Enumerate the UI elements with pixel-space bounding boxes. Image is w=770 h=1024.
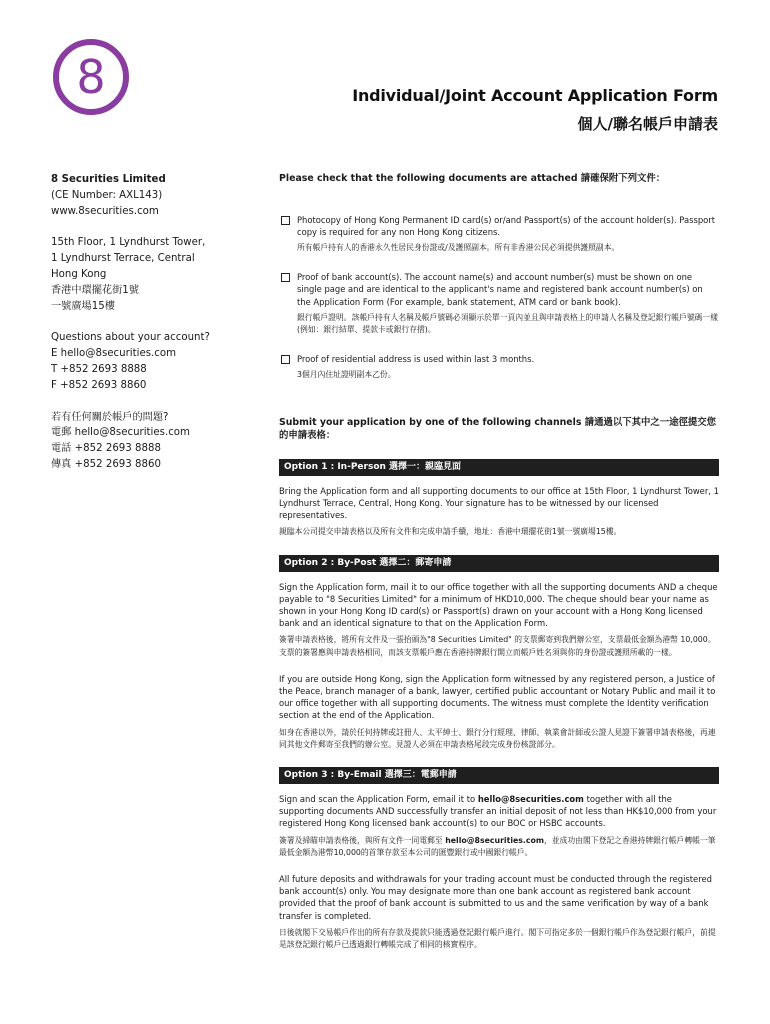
checklist-item bbox=[279, 214, 719, 255]
documents-checklist bbox=[279, 214, 719, 382]
option1-text-en: Bring the Application form and all supporting documents to our office at 15th Floor, 1 Lyndhurst Tower, 1 Lyndhurst Terrace, Central, Hong Kong. Your signature has to be witnessed by our licensed representatives. bbox=[279, 485, 719, 521]
option3-text-en bbox=[279, 793, 719, 830]
contact-phone-zh: 電話 +852 2693 8888 bbox=[51, 443, 161, 455]
contact-zh bbox=[51, 410, 261, 473]
option2-text-en: Sign the Application form, mail it to our office together with all the supporting documents AND a cheque payable to "8 Securities Limited" for a minimum of HKD10,000. The cheque should bear your name as shown in your Hong Kong ID card(s) or Passport(s) drawn on your account with a Hong Kong licensed bank and an identical signature to that on the Application Form. bbox=[279, 581, 718, 629]
checkbox[interactable] bbox=[281, 216, 290, 225]
logo-8-icon bbox=[52, 38, 130, 116]
item-text-zh: 所有帳戶持有人的香港永久性居民身份證或/及護照副本。所有非香港公民必須提供護照副本。 bbox=[297, 243, 620, 252]
contact-heading-zh: 若有任何關於帳戶的問題? bbox=[51, 411, 169, 423]
option3-email-link[interactable]: hello@8securities.com bbox=[477, 794, 584, 805]
option2-text-zh: 簽署申請表格後，將所有文件及一張抬頭為"8 Securities Limited" 的支票郵寄到我們辦公室，支票最低金額為港幣 10,000。支票的簽署應與申請表格相同，而該支票帳戶應在香港持牌銀行開立而帳戶姓名須與你的身份證或護照所載的一樣。 bbox=[279, 635, 716, 657]
option3-email-link-zh[interactable]: hello@8securities.com bbox=[445, 835, 544, 845]
address-line: 15th Floor, 1 Lyndhurst Tower, bbox=[51, 237, 206, 249]
form-title bbox=[352, 86, 718, 134]
item-text-en: Proof of residential address is used within last 3 months. bbox=[297, 354, 535, 365]
option1-body bbox=[279, 485, 719, 539]
checklist-item bbox=[279, 353, 719, 381]
submit-heading: Submit your application by one of the following channels 請通過以下其中之一途徑提交您的申請表格： bbox=[279, 416, 716, 442]
option2-overseas-en: If you are outside Hong Kong, sign the Application form witnessed by any registered person, a Justice of the Peace, branch manager of a bank, lawyer, certified public accountant or Notary Public and mail it to our office together with all supporting documents. The witness must complete the Identity verification section at the end of the Application. bbox=[279, 673, 716, 721]
form-instructions bbox=[279, 172, 719, 956]
title-en: Individual/Joint Account Application Form bbox=[352, 86, 718, 105]
logo-glyph: 8 bbox=[76, 50, 106, 104]
company-info bbox=[51, 172, 261, 489]
contact-fax: F +852 2693 8860 bbox=[51, 379, 147, 391]
contact-heading: Questions about your account? bbox=[51, 332, 210, 344]
deposits-note-zh: 日後就閣下交易帳戶作出的所有存款及提款只能透過登記銀行帳戶進行。閣下可指定多於一個銀行帳戶作為登記銀行帳戶，前提是該登記銀行帳戶已透過銀行轉帳完成了相同的核實程序。 bbox=[279, 927, 716, 950]
option1-bar: Option 1 : In-Person 選擇一：親臨見面 bbox=[279, 459, 719, 476]
option3-zh-pre: 簽署及掃瞄申請表格後，與所有文件一同電郵至 bbox=[279, 835, 446, 845]
address-line: Hong Kong bbox=[51, 268, 107, 280]
option3-text-post: together with all the supporting documents AND successfully transfer an initial deposit of not less than HK$10,000 from your registered Hong Kong licensed bank account(s) to our BOC or HSBC accounts. bbox=[279, 794, 717, 829]
ce-number: (CE Number: AXL143) bbox=[51, 189, 163, 201]
item-text-en: Proof of bank account(s). The account name(s) and account number(s) must be shown on one single page and are identical to the applicant's name and registered bank account number(s) on the Application Form (For example, bank statement, ATM card or bank book). bbox=[297, 272, 703, 307]
option2-body bbox=[279, 581, 719, 751]
checkbox[interactable] bbox=[281, 273, 290, 282]
address-line: 香港中環擺花街1號 bbox=[51, 284, 139, 296]
option3-zh-post: ，並成功由閣下登記之香港持牌銀行帳戶轉帳一筆最低金額為港幣10,000的首筆存款至本公司的匯豐銀行或中國銀行帳戶。 bbox=[279, 835, 716, 857]
title-zh: 個人/聯名帳戶申請表 bbox=[577, 115, 718, 133]
documents-heading: Please check that the following documents are attached 請確保附下列文件： bbox=[279, 173, 666, 184]
option3-bar: Option 3 : By-Email 選擇三：電郵申請 bbox=[279, 767, 719, 784]
contact-email-zh[interactable]: 電郵 hello@8securities.com bbox=[51, 427, 190, 439]
item-text-en: Photocopy of Hong Kong Permanent ID card(s) or/and Passport(s) of the account holder(s). Passport copy is required for any non Hong Kong citizens. bbox=[297, 214, 716, 237]
option3-text-pre: Sign and scan the Application Form, email it to bbox=[279, 794, 478, 805]
contact-en bbox=[51, 330, 261, 393]
company-logo bbox=[52, 38, 130, 116]
website-link[interactable]: www.8securities.com bbox=[51, 205, 159, 217]
deposits-note-en: All future deposits and withdrawals for your trading account must be conducted through the registered bank account(s) only. You may designate more than one bank account as registered bank account provided that the proof of bank account is submitted to us and the same verification by way of a bank transfer is completed. bbox=[279, 874, 712, 921]
address-line: 1 Lyndhurst Terrace, Central bbox=[51, 253, 195, 265]
option3-body bbox=[279, 793, 719, 951]
company-address bbox=[51, 235, 261, 314]
item-text-zh: 銀行帳戶證明。該帳戶持有人名稱及帳戶號碼必須顯示於單一頁內並且與申請表格上的申請人名稱及登記銀行帳戶號碼一樣 (例如：銀行結單、提款卡或銀行存摺)。 bbox=[297, 312, 719, 335]
checklist-item bbox=[279, 271, 719, 336]
option2-overseas-zh: 如身在香港以外，請於任何持牌或註冊人、太平紳士、銀行分行經理、律師、執業會計師或公證人見證下簽署申請表格後，再連同其他文件郵寄至我們的辦公室。見證人必須在申請表格尾段完成身份核證部分。 bbox=[279, 727, 716, 749]
contact-fax-zh: 傳真 +852 2693 8860 bbox=[51, 458, 161, 470]
submit-section bbox=[279, 416, 719, 952]
address-line: 一號廣場15樓 bbox=[51, 300, 115, 312]
contact-email[interactable]: E hello@8securities.com bbox=[51, 348, 177, 360]
item-text-zh: 3個月內住址證明副本乙份。 bbox=[297, 370, 396, 380]
option2-bar: Option 2 : By-Post 選擇二：郵寄申請 bbox=[279, 555, 719, 572]
option3-text-zh bbox=[279, 835, 719, 859]
option1-text-zh: 親臨本公司提交申請表格以及所有文件和完成申請手續，地址：香港中環擺花街1號一號廣場15樓。 bbox=[279, 527, 622, 537]
checkbox[interactable] bbox=[281, 355, 290, 364]
company-name: 8 Securities Limited bbox=[51, 174, 166, 185]
contact-phone: T +852 2693 8888 bbox=[51, 363, 147, 375]
